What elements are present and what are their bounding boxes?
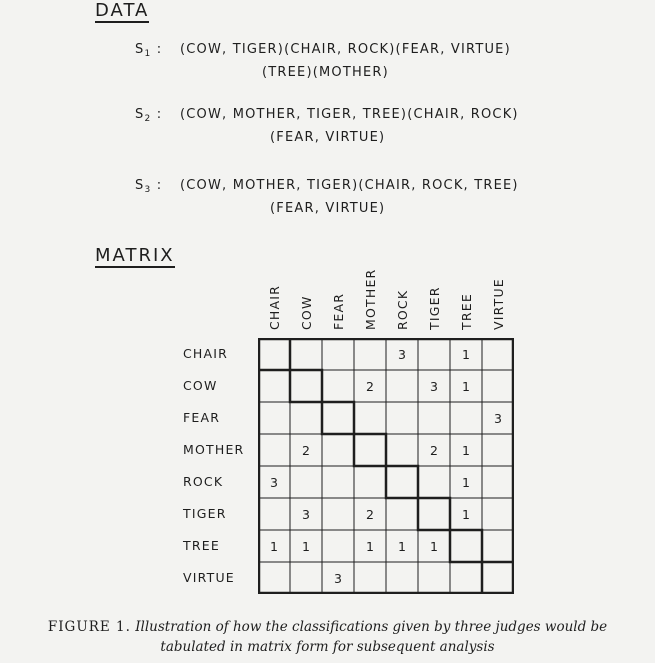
matrix-cell-fear-virtue: 3 [494, 411, 502, 426]
subject-3-line-2: (FEAR, VIRTUE) [270, 201, 386, 216]
column-header-rock: ROCK [395, 289, 410, 330]
matrix-cell-rock-chair: 3 [270, 475, 278, 490]
row-header-mother: MOTHER [183, 442, 245, 457]
matrix-cell-tree-cow: 1 [302, 539, 310, 554]
matrix-cell-rock-tree: 1 [462, 475, 470, 490]
subject-2-label: $S_2$ : [135, 107, 163, 124]
figure-caption-line-2: tabulated in matrix form for subsequent analysis [160, 639, 495, 655]
matrix-cell-tree-rock: 1 [398, 539, 406, 554]
subject-3-line-1: (COW, MOTHER, TIGER)(CHAIR, ROCK, TREE) [180, 178, 519, 193]
matrix-cell-chair-tree: 1 [462, 347, 470, 362]
matrix-cell-mother-tiger: 2 [430, 443, 438, 458]
subject-2-line-2: (FEAR, VIRTUE) [270, 130, 386, 145]
matrix-cell-chair-rock: 3 [398, 347, 406, 362]
matrix-cell-cow-tree: 1 [462, 379, 470, 394]
column-header-mother: MOTHER [363, 268, 378, 330]
matrix-cell-virtue-fear: 3 [334, 571, 342, 586]
column-header-cow: COW [299, 295, 314, 330]
row-header-chair: CHAIR [183, 346, 229, 361]
matrix-cell-tree-mother: 1 [366, 539, 374, 554]
row-header-fear: FEAR [183, 410, 221, 425]
column-header-tiger: TIGER [427, 286, 442, 330]
subject-1-line-1: (COW, TIGER)(CHAIR, ROCK)(FEAR, VIRTUE) [180, 42, 511, 57]
column-header-virtue: VIRTUE [491, 278, 506, 330]
subject-1-line-2: (TREE)(MOTHER) [262, 65, 389, 80]
matrix-heading: MATRIX [95, 245, 175, 266]
row-header-cow: COW [183, 378, 218, 393]
matrix-cell-mother-tree: 1 [462, 443, 470, 458]
matrix-cell-tree-tiger: 1 [430, 539, 438, 554]
data-heading: DATA [95, 0, 150, 21]
row-header-tiger: TIGER [183, 506, 227, 521]
row-header-rock: ROCK [183, 474, 224, 489]
subject-2-line-1: (COW, MOTHER, TIGER, TREE)(CHAIR, ROCK) [180, 107, 519, 122]
matrix-cell-tiger-mother: 2 [366, 507, 374, 522]
column-header-tree: TREE [459, 293, 474, 330]
column-header-chair: CHAIR [267, 284, 282, 330]
matrix-cell-tiger-tree: 1 [462, 507, 470, 522]
matrix-cell-cow-mother: 2 [366, 379, 374, 394]
figure-caption-line-1: FIGURE 1. Illustration of how the classifications given by three judges would be [47, 619, 608, 635]
subject-3-label: $S_3$ : [135, 178, 163, 195]
subject-1-label: $S_1$ : [135, 42, 163, 59]
matrix-cell-tree-chair: 1 [270, 539, 278, 554]
matrix-cell-tiger-cow: 3 [302, 507, 310, 522]
matrix-cell-mother-cow: 2 [302, 443, 310, 458]
matrix-cell-cow-tiger: 3 [430, 379, 438, 394]
row-header-virtue: VIRTUE [183, 570, 235, 585]
column-header-fear: FEAR [331, 292, 346, 330]
matrix-grid [258, 338, 514, 594]
row-header-tree: TREE [183, 538, 220, 553]
